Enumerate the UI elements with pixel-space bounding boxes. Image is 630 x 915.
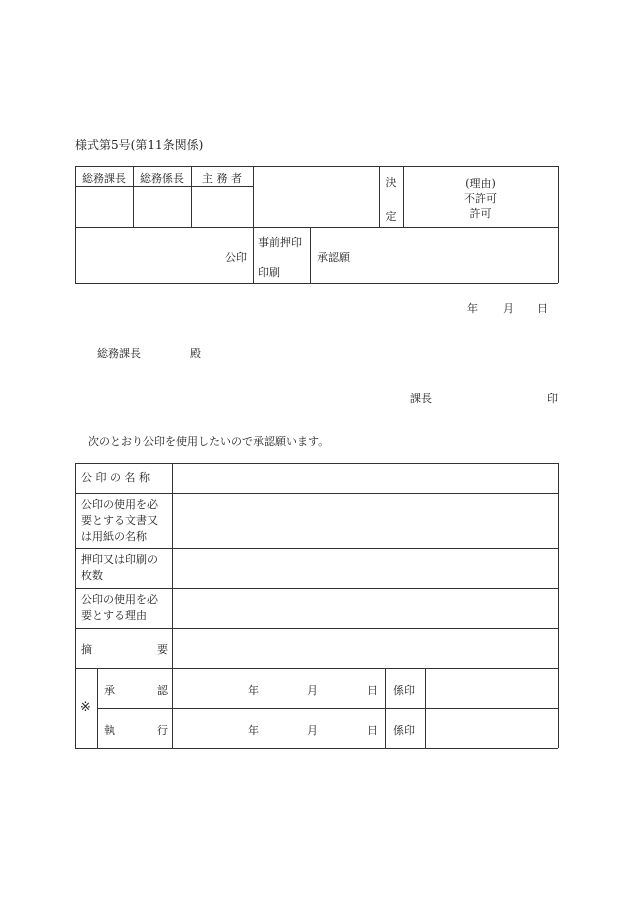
office-row-shikko-month: 月 (307, 724, 318, 737)
request-text: 次のとおり公印を使用したいので承認願います。 (88, 435, 330, 448)
riyu-label: (理由) (465, 177, 496, 190)
date-year: 年 (467, 302, 478, 315)
kettei-label-1: 決 (385, 176, 397, 189)
row-label-riyu: 公印の使用を必 要とする理由 (81, 593, 158, 622)
insatsu-label: 印刷 (258, 266, 280, 279)
office-row-shonin-seal-label: 係印 (393, 684, 415, 697)
fukyoka-label: 不許可 (464, 192, 497, 205)
applicant-seal: 印 (547, 392, 558, 405)
date-month: 月 (503, 302, 514, 315)
row-label-tekiyo-left: 摘 (81, 643, 92, 656)
form-title: 様式第5号(第11条関係) (75, 138, 204, 152)
koin-label: 公印 (225, 251, 247, 264)
soumu-kacho-header: 総務課長 (82, 172, 126, 185)
office-row-shikko-day: 日 (367, 724, 378, 737)
office-row-shonin-right: 認 (157, 684, 168, 697)
soumu-kakaricho-header: 総務係長 (140, 172, 184, 185)
addressee-name: 総務課長 (97, 347, 141, 360)
row-label-tekiyo-right: 要 (157, 643, 168, 656)
office-row-shikko-right: 行 (157, 724, 168, 737)
office-row-shikko-left: 執 (104, 724, 115, 737)
shumusha-header: 主 務 者 (202, 172, 242, 185)
addressee-honorific: 殿 (190, 347, 201, 360)
row-label-bunsho-meisho: 公印の使用を必 要とする文書又 は用紙の名称 (81, 498, 158, 543)
kyoka-label: 許可 (469, 207, 492, 220)
office-row-shikko-year: 年 (248, 724, 259, 737)
office-use-mark: ※ (80, 700, 91, 715)
office-row-shonin-month: 月 (307, 684, 318, 697)
row-label-maisu: 押印又は印刷の 枚数 (81, 553, 158, 582)
office-row-shonin-day: 日 (367, 684, 378, 697)
date-day: 日 (537, 302, 548, 315)
office-row-shikko-seal-label: 係印 (393, 724, 415, 737)
kettei-label-2: 定 (385, 210, 397, 223)
shoninnegai-label: 承認願 (317, 251, 350, 264)
office-row-shonin-year: 年 (248, 684, 259, 697)
office-row-shonin-left: 承 (104, 684, 115, 697)
applicant-title: 課長 (410, 392, 432, 405)
jizen-ouin-label: 事前押印 (258, 236, 302, 249)
row-label-koin-meisho: 公 印 の 名 称 (81, 471, 150, 484)
